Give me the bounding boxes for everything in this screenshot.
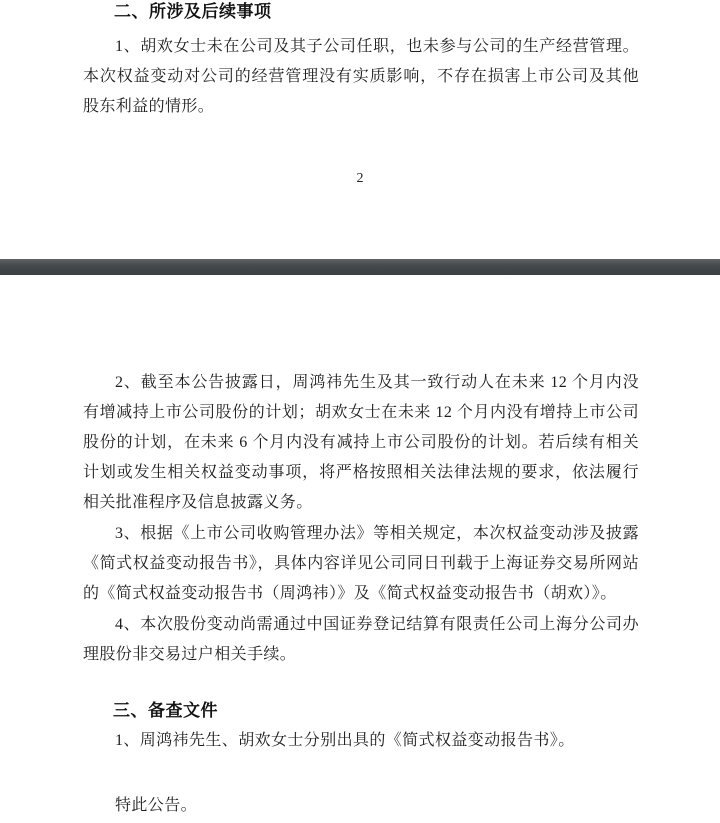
page-number: 2 bbox=[356, 171, 364, 186]
paragraph-1: 1、胡欢女士未在公司及其子公司任职，也未参与公司的生产经营管理。本次权益变动对公司的经营管理没有实质影响，不存在损害上市公司及其他股东利益的情形。 bbox=[83, 38, 639, 115]
section-heading-reference-documents: 三、备查文件 bbox=[113, 701, 218, 720]
paragraph-3: 3、根据《上市公司收购管理办法》等相关规定，本次权益变动涉及披露《简式权益变动报告书》，具体内容详见公司同日刊载于上海证券交易所网站的《简式权益变动报告书（周鸿祎）》及《简式权益变动报告书（胡欢）》。 bbox=[83, 525, 639, 602]
paragraph-2: 2、截至本公告披露日，周鸿祎先生及其一致行动人在未来 12 个月内没有增减持上市公司股份的计划；胡欢女士在未来 12 个月内没有增持上市公司股份的计划，在未来 6 个月内没有减持上市公司股份的计划。若后续有相关计划或发生相关权益变动事项，将严格按照相关法律法规的要求，依法履行相关批准程序及信息披露义务。 bbox=[83, 374, 639, 511]
paragraph-5: 1、周鸿祎先生、胡欢女士分别出具的《简式权益变动报告书》。 bbox=[115, 732, 575, 749]
page-separator-bar bbox=[0, 259, 720, 275]
paragraph-4: 4、本次股份变动尚需通过中国证券登记结算有限责任公司上海分公司办理股份非交易过户相关手续。 bbox=[83, 616, 639, 663]
closing-statement: 特此公告。 bbox=[115, 797, 198, 814]
section-heading-involved-matters: 二、所涉及后续事项 bbox=[114, 2, 272, 21]
